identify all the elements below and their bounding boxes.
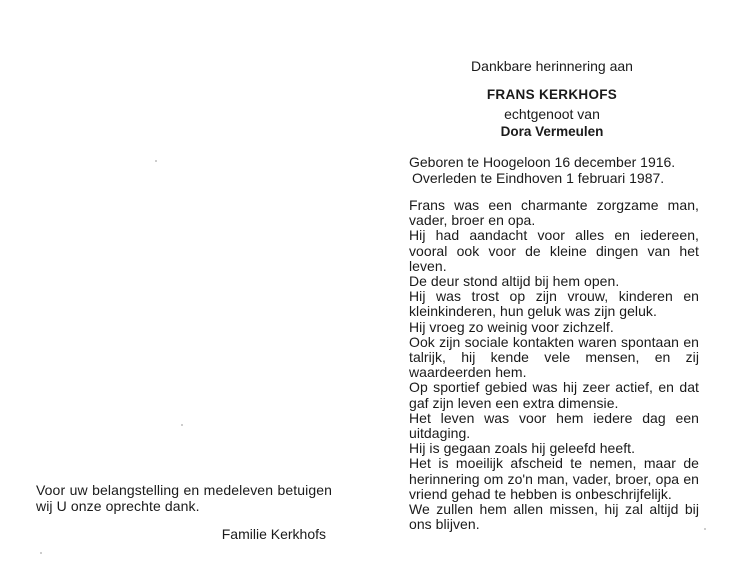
- paper-speck: [704, 528, 706, 530]
- deceased-name: FRANS KERKHOFS: [486, 87, 618, 102]
- paper-speck: [40, 552, 42, 554]
- text-paragraph: Hij had aandacht voor alles en iedereen, vooral ook voor de kleine dingen van het leven.: [409, 227, 699, 274]
- text-paragraph: Hij vroeg zo weinig voor zichzelf.: [409, 318, 614, 335]
- text-paragraph: Hij is gegaan zoals hij geleefd heeft.: [409, 440, 636, 457]
- text-paragraph: Het leven was voor hem iedere dag een uitdaging.: [409, 409, 699, 442]
- memorial-text: [409, 198, 699, 532]
- relation-label: echtgenoot van: [504, 106, 600, 122]
- birth-line: Geboren te Hoogeloon 16 december 1916.: [409, 154, 676, 170]
- text-paragraph: De deur stond altijd bij hem open.: [409, 273, 620, 290]
- closing-note: Voor uw belangstelling en medeleven betuigen wij U onze oprechte dank.: [36, 482, 332, 514]
- text-paragraph: Het is moeilijk afscheid te nemen, maar de herinnering om zo'n man, vader, broer, opa en vriend gehad te hebben is onbeschrijfelijk.: [409, 455, 699, 502]
- right-panel: [367, 0, 735, 580]
- family-signature: Familie Kerkhofs: [221, 526, 326, 542]
- text-paragraph: Frans was een charmante zorgzame man, vader, broer en opa.: [409, 197, 699, 229]
- text-paragraph: We zullen hem allen missen, hij zal altijd bij ons blijven.: [409, 501, 699, 533]
- death-line: Overleden te Eindhoven 1 februari 1987.: [412, 170, 665, 186]
- left-panel: [0, 0, 367, 580]
- memorial-heading: Dankbare herinnering aan: [471, 58, 633, 74]
- spouse-name: Dora Vermeulen: [500, 124, 604, 139]
- text-paragraph: Ook zijn sociale kontakten waren spontaan en talrijk, hij kende vele mensen, en zij waardeerden hem.: [409, 333, 699, 381]
- life-dates: [409, 154, 705, 186]
- text-paragraph: Op sportief gebied was hij zeer actief, en dat gaf zijn leven een extra dimensie.: [409, 379, 699, 411]
- paper-speck: [181, 424, 183, 426]
- text-paragraph: Hij was trost op zijn vrouw, kinderen en kleinkinderen, hun geluk was zijn geluk.: [409, 288, 699, 320]
- paper-speck: [155, 160, 157, 162]
